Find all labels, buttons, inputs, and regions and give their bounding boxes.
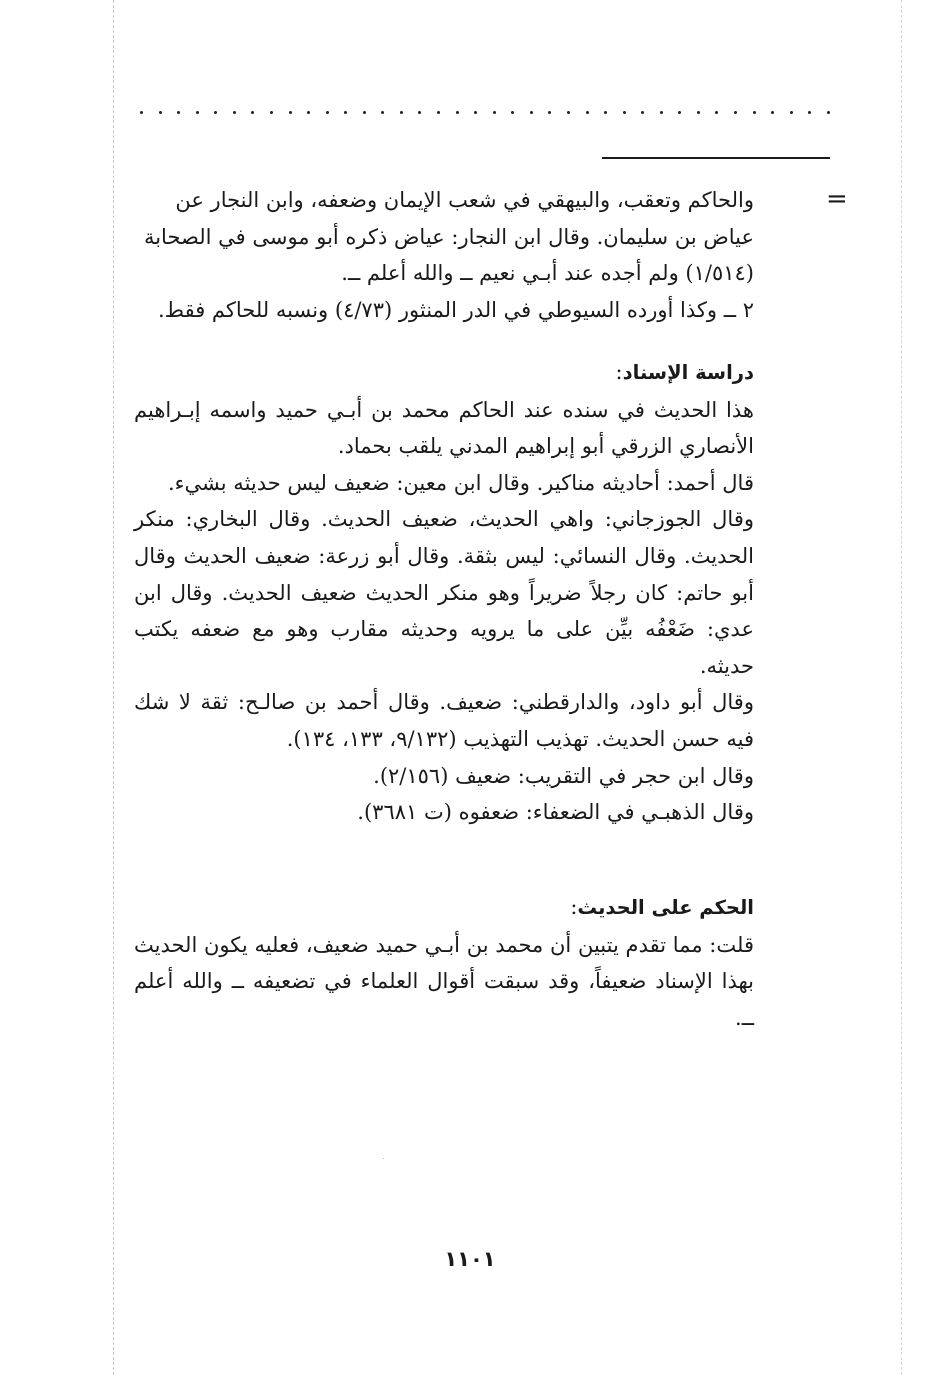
separator-dot	[734, 111, 737, 114]
isnad-heading: دراسة الإسناد	[622, 361, 754, 384]
footnote-rule	[602, 157, 830, 159]
scan-edge-right	[901, 0, 902, 1375]
separator-dot	[493, 111, 496, 114]
separator-dot	[326, 111, 329, 114]
dotted-separator	[140, 104, 830, 120]
separator-dot	[196, 111, 199, 114]
footnote-block	[134, 182, 754, 328]
ruling-paragraph: قلت: مما تقدم يتبين أن محمد بن أبـي حميد ضعيف، فعليه يكون الحديث بهذا الإسناد ضعيفاً، وقد سبقت أقوال العلماء في تضعيفه ــ والله أعلم ــ.	[134, 932, 754, 1030]
separator-dot	[827, 111, 830, 114]
separator-dot	[771, 111, 774, 114]
ruling-heading-line	[134, 889, 754, 927]
separator-dot	[604, 111, 607, 114]
isnad-paragraph: وقال الذهبـي في الضعفاء: ضعفوه (ت ٣٦٨١).	[357, 800, 754, 825]
separator-dot	[753, 111, 756, 114]
separator-dot	[177, 111, 180, 114]
separator-dot	[270, 111, 273, 114]
isnad-paragraph: وقال ابن حجر في التقريب: ضعيف (٢/١٥٦).	[373, 763, 754, 788]
separator-dot	[159, 111, 162, 114]
separator-dot	[641, 111, 644, 114]
continuation-mark: =	[826, 184, 848, 214]
scan-speck	[383, 1158, 384, 1159]
isnad-paragraph: قال أحمد: أحاديثه مناكير. وقال ابن معين: ضعيف ليس حديثه بشيء.	[168, 470, 754, 495]
separator-dot	[548, 111, 551, 114]
footnote-line: والحاكم وتعقب، والبيهقي في شعب الإيمان وضعفه، وابن النجار عن	[175, 188, 754, 212]
separator-dot	[586, 111, 589, 114]
footnote-line: (١/٥١٤) ولم أجده عند أبـي نعيم ــ والله أعلم ــ.	[341, 261, 754, 286]
separator-dot	[233, 111, 236, 114]
separator-dot	[418, 111, 421, 114]
separator-dot	[251, 111, 254, 114]
isnad-paragraph: وقال أبو داود، والدارقطني: ضعيف. وقال أحمد بن صالـح: ثقة لا شك فيه حسن الحديث. تهذيب التهذيب (٩/١٣٢، ١٣٣، ١٣٤).	[134, 690, 754, 751]
isnad-paragraph: وقال الجوزجاني: واهي الحديث، ضعيف الحديث. وقال البخاري: منكر الحديث. وقال النسائي: ليس بثقة. وقال أبو زرعة: ضعيف الحديث وقال أبو حاتم: كان رجلاً ضريراً وهو منكر الحديث ضعيف الحديث. وقال ابن عدي: ضَعْفُه بيِّن على ما يرويه وحديثه مقارب وهو مع ضعفه يكتب حديثه.	[134, 507, 754, 678]
separator-dot	[808, 111, 811, 114]
footnote-line: ٢ ــ وكذا أورده السيوطي في الدر المنثور (٤/٧٣) ونسبه للحاكم فقط.	[157, 297, 754, 322]
separator-dot	[623, 111, 626, 114]
separator-dot	[697, 111, 700, 114]
separator-dot	[400, 111, 403, 114]
separator-dot	[567, 111, 570, 114]
separator-dot	[790, 111, 793, 114]
ruling-heading-colon: :	[570, 895, 578, 919]
separator-dot	[660, 111, 663, 114]
ruling-section	[134, 889, 754, 1036]
separator-dot	[381, 111, 384, 114]
scan-edge-left	[113, 0, 114, 1375]
separator-dot	[214, 111, 217, 114]
footnote-line: عياض بن سليمان. وقال ابن النجار: عياض ذكره أبو موسى في الصحابة	[143, 224, 754, 249]
ruling-heading: الحكم على الحديث	[577, 896, 754, 919]
separator-dot	[511, 111, 514, 114]
isnad-heading-line	[134, 354, 754, 392]
separator-dot	[474, 111, 477, 114]
page-number: ١١٠١	[444, 1247, 496, 1271]
separator-dot	[289, 111, 292, 114]
separator-dot	[437, 111, 440, 114]
separator-dot	[456, 111, 459, 114]
isnad-heading-colon: :	[615, 360, 623, 384]
separator-dot	[678, 111, 681, 114]
separator-dot	[344, 111, 347, 114]
separator-dot	[140, 111, 143, 114]
separator-dot	[715, 111, 718, 114]
isnad-section	[134, 354, 754, 831]
isnad-paragraph: هذا الحديث في سنده عند الحاكم محمد بن أبـي حميد واسمه إبـراهيم الأنصاري الزرقي أبو إبراهيم المدني يلقب بحماد.	[134, 397, 754, 459]
separator-dot	[530, 111, 533, 114]
separator-dot	[307, 111, 310, 114]
separator-dot	[363, 111, 366, 114]
